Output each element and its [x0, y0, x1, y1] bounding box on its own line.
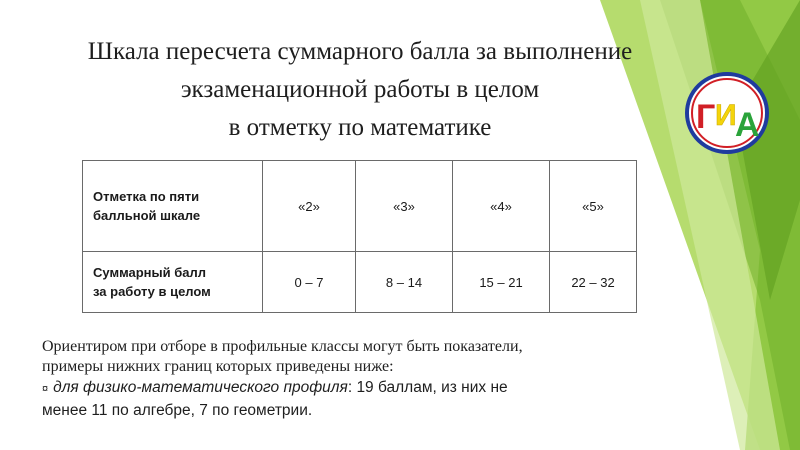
table-cell: 22 – 32: [550, 252, 637, 313]
table-row: [83, 161, 637, 252]
square-bullet-icon: ¤: [42, 383, 49, 395]
row-header-line: Отметка по пяти: [93, 189, 200, 204]
row-header-line: балльной шкале: [93, 208, 201, 223]
table-row: [83, 252, 637, 313]
note-line: примеры нижних границ которых приведены ниже:: [42, 358, 394, 375]
table-cell: 0 – 7: [263, 252, 356, 313]
title-line: экзаменационной работы в целом: [180, 76, 540, 103]
profile-name: для физико-математического профиля: [53, 379, 348, 396]
profile-note: [42, 337, 682, 422]
table-cell: «5»: [550, 161, 637, 252]
gia-logo: [684, 70, 770, 156]
note-bullet-line: [42, 377, 682, 400]
svg-text:Г: Г: [696, 98, 716, 136]
table-cell: «4»: [453, 161, 550, 252]
row-header: [83, 161, 263, 252]
note-line: менее 11 по алгебре, 7 по геометрии.: [42, 402, 313, 419]
profile-detail: : 19 баллам, из них не: [347, 379, 508, 396]
table-cell: «2»: [263, 161, 356, 252]
table-cell: 8 – 14: [356, 252, 453, 313]
svg-text:А: А: [735, 106, 760, 144]
row-header-line: Суммарный балл: [93, 265, 207, 280]
row-header-line: за работу в целом: [93, 284, 211, 299]
slide-title: [30, 33, 690, 147]
title-line: Шкала пересчета суммарного балла за выполнение: [87, 38, 633, 65]
row-header: [83, 252, 263, 313]
table-cell: 15 – 21: [453, 252, 550, 313]
svg-text:И: И: [715, 99, 737, 132]
grade-conversion-table: [82, 160, 637, 313]
table-cell: «3»: [356, 161, 453, 252]
note-line: Ориентиром при отборе в профильные классы могут быть показатели,: [42, 338, 523, 355]
title-line: в отметку по математике: [228, 114, 492, 141]
